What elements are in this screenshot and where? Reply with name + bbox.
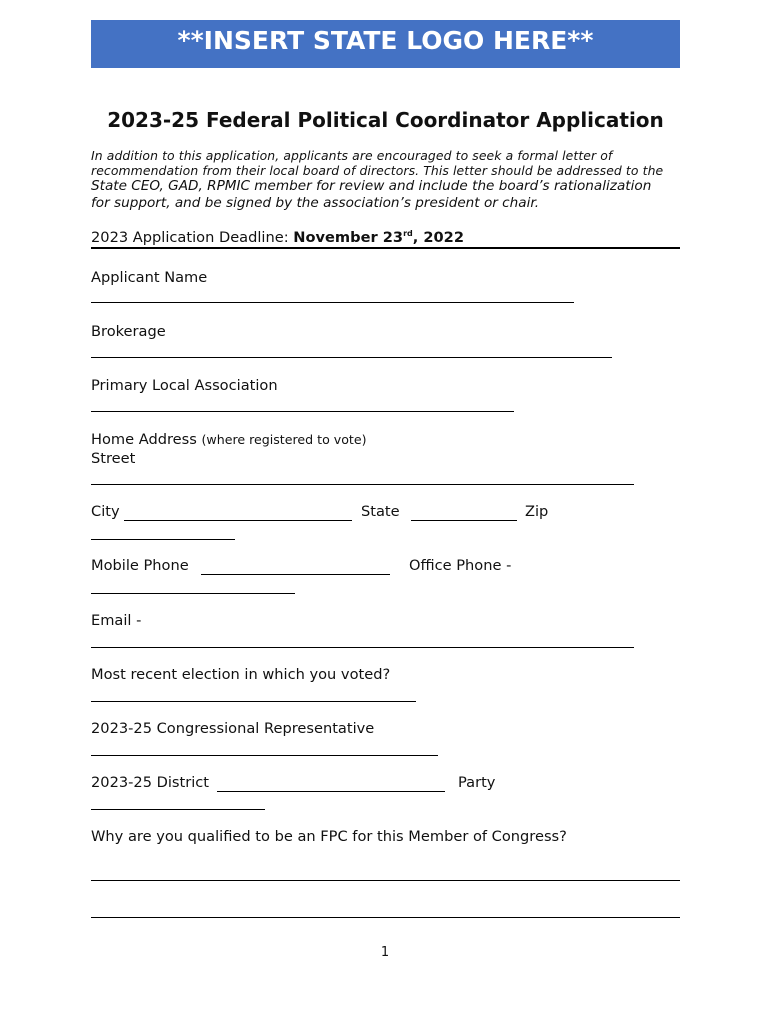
congressional-representative-label: 2023-25 Congressional Representative <box>91 720 375 737</box>
zip-field[interactable] <box>91 539 235 540</box>
district-label: 2023-25 District <box>91 774 210 791</box>
home-address-note: (where registered to vote) <box>201 432 367 447</box>
primary-local-association-label: Primary Local Association <box>91 377 278 394</box>
application-deadline <box>91 229 464 246</box>
recent-election-label: Most recent election in which you voted? <box>91 666 391 683</box>
mobile-phone-label: Mobile Phone <box>91 557 189 574</box>
party-label: Party <box>458 774 496 791</box>
page-title: 2023-25 Federal Political Coordinator Application <box>107 108 664 132</box>
mobile-phone-field[interactable] <box>201 574 390 575</box>
deadline-divider <box>91 247 680 249</box>
street-field[interactable] <box>91 484 634 485</box>
qualification-answer-line-2[interactable] <box>91 917 680 918</box>
primary-local-association-field[interactable] <box>91 411 514 412</box>
intro-line-1: In addition to this application, applicants are encouraged to seek a formal letter of <box>91 148 613 163</box>
office-phone-field[interactable] <box>91 593 295 594</box>
brokerage-label: Brokerage <box>91 323 166 340</box>
city-field[interactable] <box>124 520 352 521</box>
brokerage-field[interactable] <box>91 357 612 358</box>
street-label: Street <box>91 450 136 467</box>
page-number: 1 <box>380 945 390 960</box>
deadline-date: November 23rd, 2022 <box>293 229 464 246</box>
qualification-answer-line-1[interactable] <box>91 880 680 881</box>
email-field[interactable] <box>91 647 634 648</box>
deadline-prefix: 2023 Application Deadline: <box>91 229 294 246</box>
state-field[interactable] <box>411 520 517 521</box>
intro-line-4: for support, and be signed by the association’s president or chair. <box>91 195 540 211</box>
intro-line-2: recommendation from their local board of directors. This letter should be addressed to the <box>91 163 664 178</box>
email-label: Email - <box>91 612 142 629</box>
applicant-name-field[interactable] <box>91 302 574 303</box>
state-logo-placeholder: **INSERT STATE LOGO HERE** <box>91 20 680 68</box>
home-address-label: Home Address (where registered to vote) <box>91 431 367 448</box>
intro-line-3: State CEO, GAD, RPMIC member for review and include the board’s rationalization <box>91 178 652 194</box>
office-phone-label: Office Phone - <box>409 557 512 574</box>
congressional-representative-field[interactable] <box>91 755 438 756</box>
state-label: State <box>361 503 400 520</box>
zip-label: Zip <box>525 503 549 520</box>
party-field[interactable] <box>91 809 265 810</box>
city-label: City <box>91 503 120 520</box>
recent-election-field[interactable] <box>91 701 416 702</box>
district-field[interactable] <box>217 791 445 792</box>
qualification-question: Why are you qualified to be an FPC for this Member of Congress? <box>91 828 567 845</box>
applicant-name-label: Applicant Name <box>91 269 208 286</box>
